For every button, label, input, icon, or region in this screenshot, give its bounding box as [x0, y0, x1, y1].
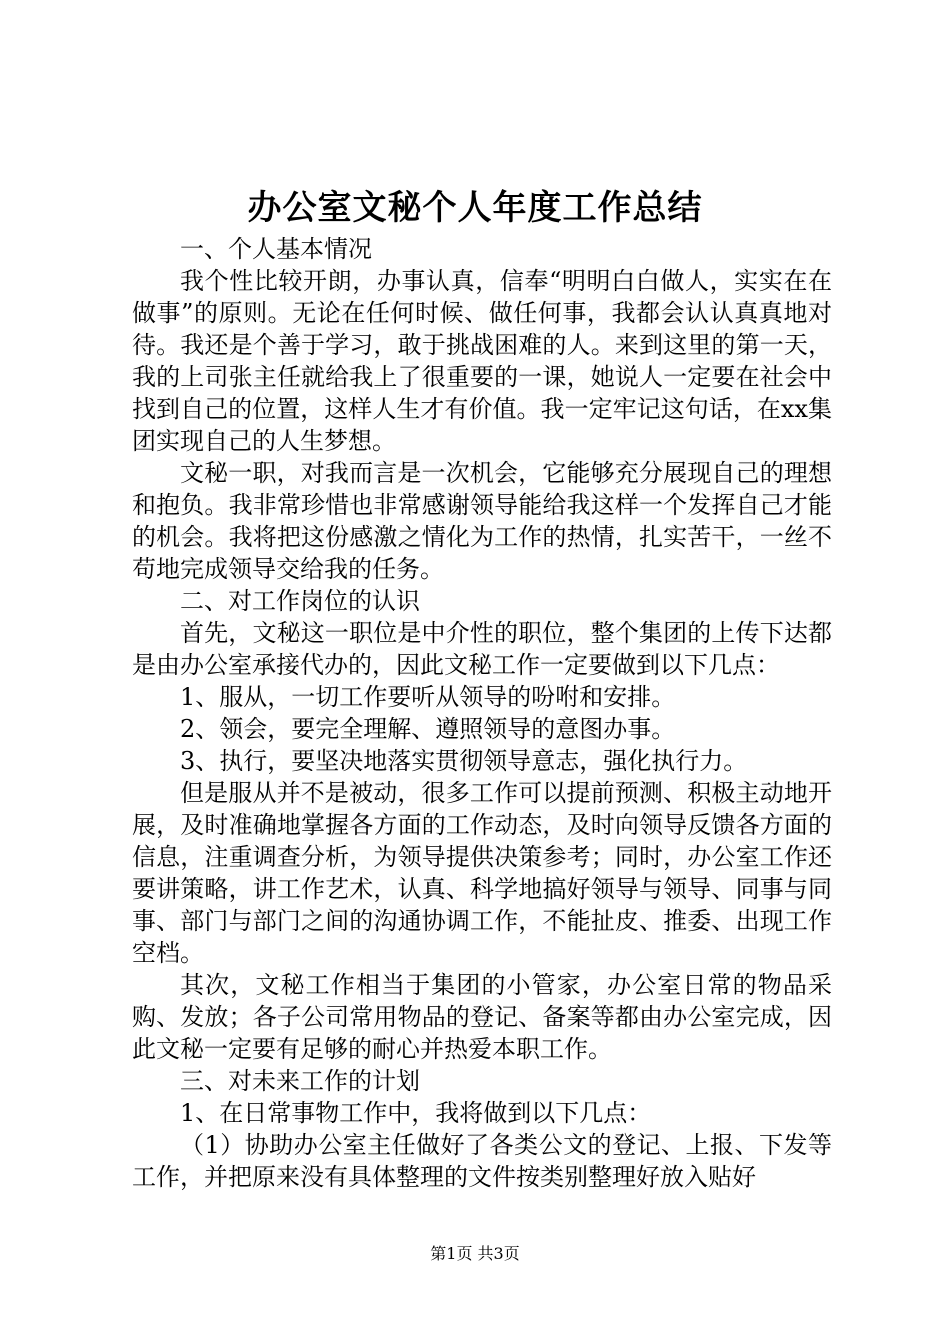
body-paragraph: 我个性比较开朗，办事认真，信奉“明明白白做人，实实在在做事”的原则。无论在任何时候、做任何事，我都会认认真真地对待。我还是个善于学习，敢于挑战困难的人。来到这里的第一天，我的上司张主任就给我上了很重要的一课，她说人一定要在社会中找到自己的位置，这样人生才有价值。我一定牢记这句话，在xx集团实现自己的人生梦想。	[132, 267, 832, 455]
body-paragraph: 但是服从并不是被动，很多工作可以提前预测、积极主动地开展，及时准确地掌握各方面的工作动态，及时向领导反馈各方面的信息，注重调查分析，为领导提供决策参考；同时，办公室工作还要讲策略，讲工作艺术，认真、科学地搞好领导与领导、同事与同事、部门与部门之间的沟通协调工作，不能扯皮、推委、出现工作空档。	[132, 779, 832, 967]
list-item: 3、执行，要坚决地落实贯彻领导意志，强化执行力。	[180, 747, 748, 775]
body-paragraph: 首先，文秘这一职位是中介性的职位，整个集团的上传下达都是由办公室承接代办的，因此文秘工作一定要做到以下几点：	[132, 619, 832, 679]
list-item: 1、在日常事物工作中，我将做到以下几点：	[180, 1099, 652, 1127]
section-heading: 一、个人基本情况	[180, 235, 372, 263]
list-item: 1、服从，一切工作要听从领导的吩咐和安排。	[180, 683, 676, 711]
body-paragraph: 文秘一职，对我而言是一次机会，它能够充分展现自己的理想和抱负。我非常珍惜也非常感谢领导能给我这样一个发挥自己才能的机会。我将把这份感激之情化为工作的热情，扎实苦干，一丝不苟地完成领导交给我的任务。	[132, 459, 832, 583]
section-heading: 三、对未来工作的计划	[180, 1067, 420, 1095]
section-heading: 二、对工作岗位的认识	[180, 587, 420, 615]
document-title: 办公室文秘个人年度工作总结	[247, 188, 703, 228]
body-paragraph: （1）协助办公室主任做好了各类公文的登记、上报、下发等工作，并把原来没有具体整理的文件按类别整理好放入贴好	[132, 1131, 832, 1191]
body-paragraph: 其次，文秘工作相当于集团的小管家，办公室日常的物品采购、发放；各子公司常用物品的登记、备案等都由办公室完成，因此文秘一定要有足够的耐心并热爱本职工作。	[132, 971, 832, 1063]
page-footer: 第1页 共3页	[430, 1244, 520, 1263]
list-item: 2、领会，要完全理解、遵照领导的意图办事。	[180, 715, 676, 743]
document-body	[132, 233, 832, 1193]
